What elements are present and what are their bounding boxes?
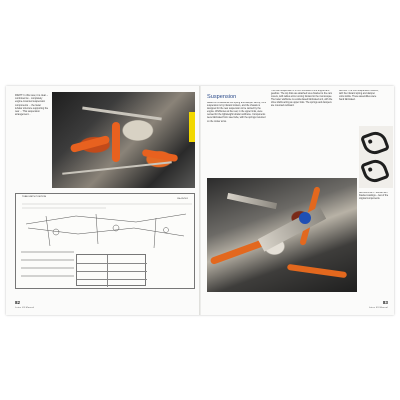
left-page-number: 82 [15, 300, 21, 305]
left-page [6, 86, 199, 315]
rocker-brackets-photo [359, 126, 393, 188]
body-column-1: Based on a traditional coil spring and damper set-up, front suspension is by inboard rockers, and the chassis is designed for the rear suspension to be carried by the engine. Wishbones at the rear, in the upper links, were revised for the lightweight tubular subframe. Components were fabricated from steel tube, with the springs mounted on the rocker arms. [207, 102, 266, 123]
drawing-title: TUBE UNITS POSITION [22, 196, 47, 198]
suspension-photo [207, 178, 357, 292]
body-column-2: The rear suspension is in turn mounted to the engine and gearbox. The top links are attached via a bracket to the cam covers, with radius arms running forward to the monocoque. The lower wishbone is a wide-based fabricated unit, with the drive shafts acting as upper links. The springs and dampers are mounted outboard. [271, 90, 333, 108]
right-top-caption: ABOVE: The front suspension rockers, with the inboard spring and damper units visible. These assemblies were hand fabricated. [339, 90, 379, 102]
left-footer: Lotus 49 Manual [15, 307, 35, 309]
right-page-number: 83 [382, 300, 388, 305]
left-photo-caption: RIGHT: In this view, it is clear – combined wi... completely engine-mounted suspension components ... the lower tubular structure supporting the rear ... This suspension arrangement... [15, 94, 49, 117]
section-title: Suspension [207, 94, 237, 100]
right-bottom-caption: ABOVE RIGHT: Rocker arm bracket castings – two of the original components. [359, 192, 389, 201]
drawing-stamp: Rib 85/101 [177, 198, 188, 200]
engine-photo [52, 92, 195, 188]
right-footer: Lotus 49 Manual [368, 307, 388, 309]
technical-drawing [15, 193, 195, 289]
bracket-lower [360, 157, 390, 186]
bracket-upper [360, 129, 390, 158]
book-spread [6, 86, 394, 315]
right-page [201, 86, 394, 315]
drawing-title-block [76, 254, 146, 286]
